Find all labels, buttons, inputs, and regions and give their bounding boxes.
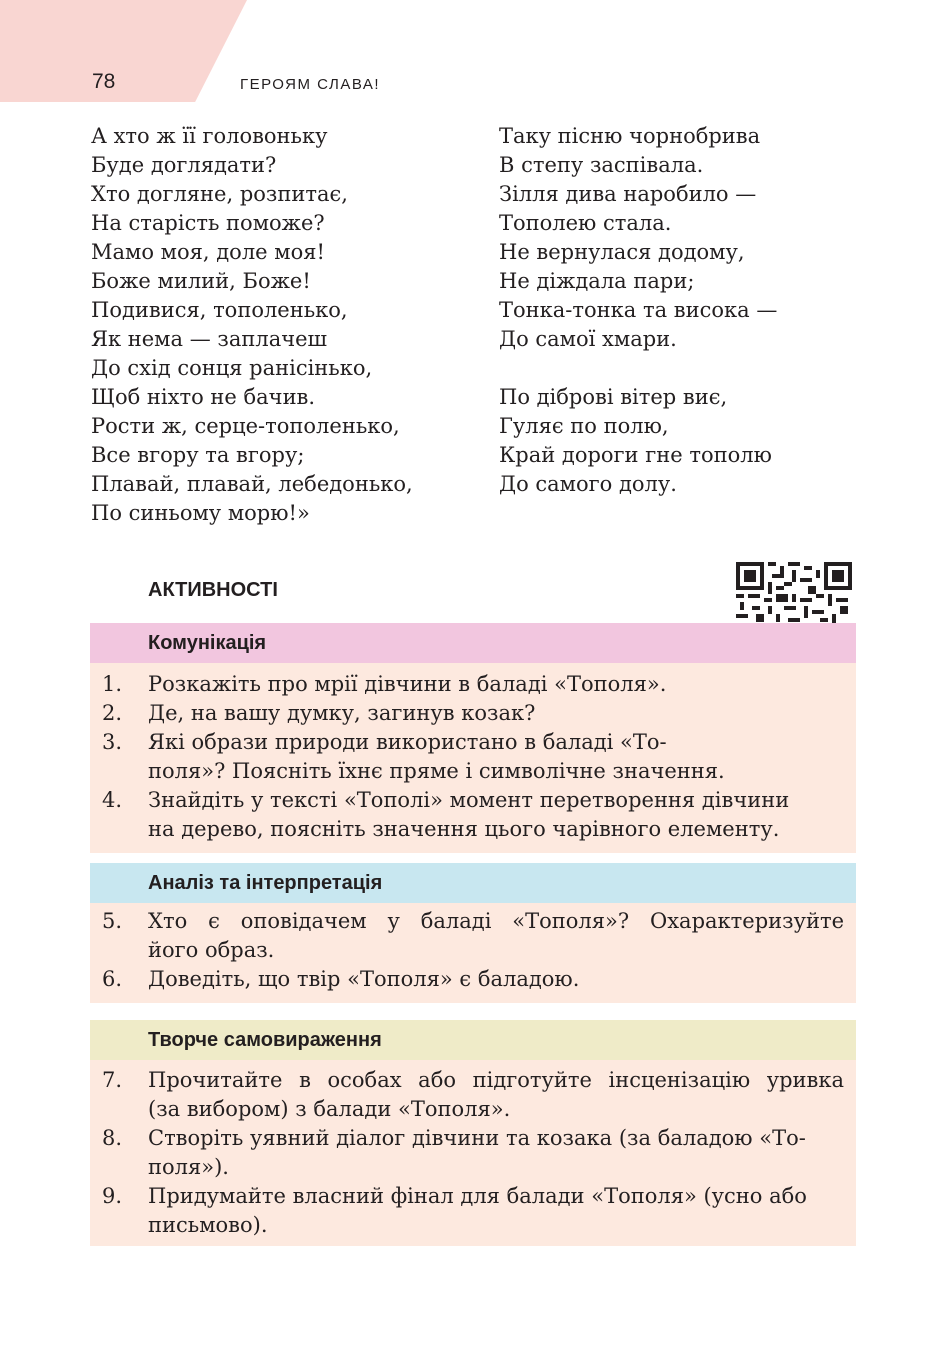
poem-right-column (499, 122, 777, 499)
section-analysis-header: Аналіз та інтерпретація (90, 863, 856, 903)
task-text: на дерево, поясніть значення цього чарівного елементу. (148, 817, 780, 841)
poem-line: Щоб ніхто не бачив. (91, 385, 316, 409)
task-text: Знайдіть у тексті «Тополі» момент перетворення дівчини (148, 788, 790, 812)
poem-line: Край дороги гне тополю (499, 443, 772, 467)
poem-line: Таку пісню чорнобрива (499, 124, 761, 148)
section-creative-tasks (90, 1060, 856, 1246)
stanza-gap (499, 354, 777, 383)
poem-line: А хто ж її головоньку (91, 124, 328, 148)
task-number: 1. (102, 672, 123, 696)
poem-line: Подивися, тополенько, (91, 298, 348, 322)
task-text: Розкажіть про мрії дівчини в баладі «Тополя». (148, 672, 667, 696)
task-text: Доведіть, що твір «Тополя» є баладою. (148, 967, 580, 991)
task-number: 8. (102, 1126, 123, 1150)
task-text: Хто є оповідачем у баладі «Тополя»? Охарактеризуйте (148, 909, 844, 933)
task-number: 9. (102, 1184, 123, 1208)
poem-line: Боже милий, Боже! (91, 269, 311, 293)
poem-line: Мамо моя, доле моя! (91, 240, 325, 264)
poem-line: Буде доглядати? (91, 153, 277, 177)
poem-line: До схід сонця ранісінько, (91, 356, 373, 380)
poem-line: На старість поможе? (91, 211, 325, 235)
task-number: 6. (102, 967, 123, 991)
poem-line: Плавай, плавай, лебедонько, (91, 472, 413, 496)
task-text: письмово). (148, 1213, 268, 1237)
poem-line: Як нема — заплачеш (91, 327, 328, 351)
poem-line: По синьому морю!» (91, 501, 310, 525)
poem-line: Не вернулася додому, (499, 240, 745, 264)
poem-left-column (91, 122, 413, 528)
task-text: Прочитайте в особах або підготуйте інсценізацію уривка (148, 1068, 844, 1092)
page-number: 78 (92, 70, 116, 93)
poem-line: До самого долу. (499, 472, 677, 496)
task-text: поля»? Поясніть їхнє пряме і символічне значення. (148, 759, 725, 783)
poem-line: Зілля дива наробило — (499, 182, 757, 206)
poem-line: Все вгору та вгору; (91, 443, 305, 467)
task-text: (за вибором) з балади «Тополя». (148, 1097, 511, 1121)
task-number: 2. (102, 701, 123, 725)
task-text: поля»). (148, 1155, 229, 1179)
section-creative-header: Творче самовираження (90, 1020, 856, 1060)
task-text: Створіть уявний діалог дівчини та козака (за баладою «То- (148, 1126, 806, 1150)
running-title: ГЕРОЯМ СЛАВА! (240, 76, 380, 93)
task-text: Придумайте власний фінал для балади «Тополя» (усно або (148, 1184, 807, 1208)
poem-line: Гуляє по полю, (499, 414, 669, 438)
task-number: 4. (102, 788, 123, 812)
activities-title: АКТИВНОСТІ (148, 579, 278, 601)
task-number: 7. (102, 1068, 123, 1092)
task-text: його образ. (148, 938, 275, 962)
task-text: Які образи природи використано в баладі «То- (148, 730, 667, 754)
poem-line: Хто догляне, розпитає, (91, 182, 348, 206)
section-communication-tasks (90, 663, 856, 853)
section-communication-header: Комунікація (90, 623, 856, 663)
corner-decoration (0, 0, 247, 102)
task-number: 3. (102, 730, 123, 754)
poem-line: Рости ж, серце-тополенько, (91, 414, 400, 438)
poem-line: Не діждала пари; (499, 269, 695, 293)
poem-line: В степу заспівала. (499, 153, 704, 177)
task-text: Де, на вашу думку, загинув козак? (148, 701, 536, 725)
task-number: 5. (102, 909, 123, 933)
poem-line: Тополею стала. (499, 211, 672, 235)
section-analysis-tasks (90, 903, 856, 1003)
poem-line: До самої хмари. (499, 327, 677, 351)
poem-line: Тонка-тонка та висока — (499, 298, 778, 322)
poem-line: По діброві вітер виє, (499, 385, 728, 409)
